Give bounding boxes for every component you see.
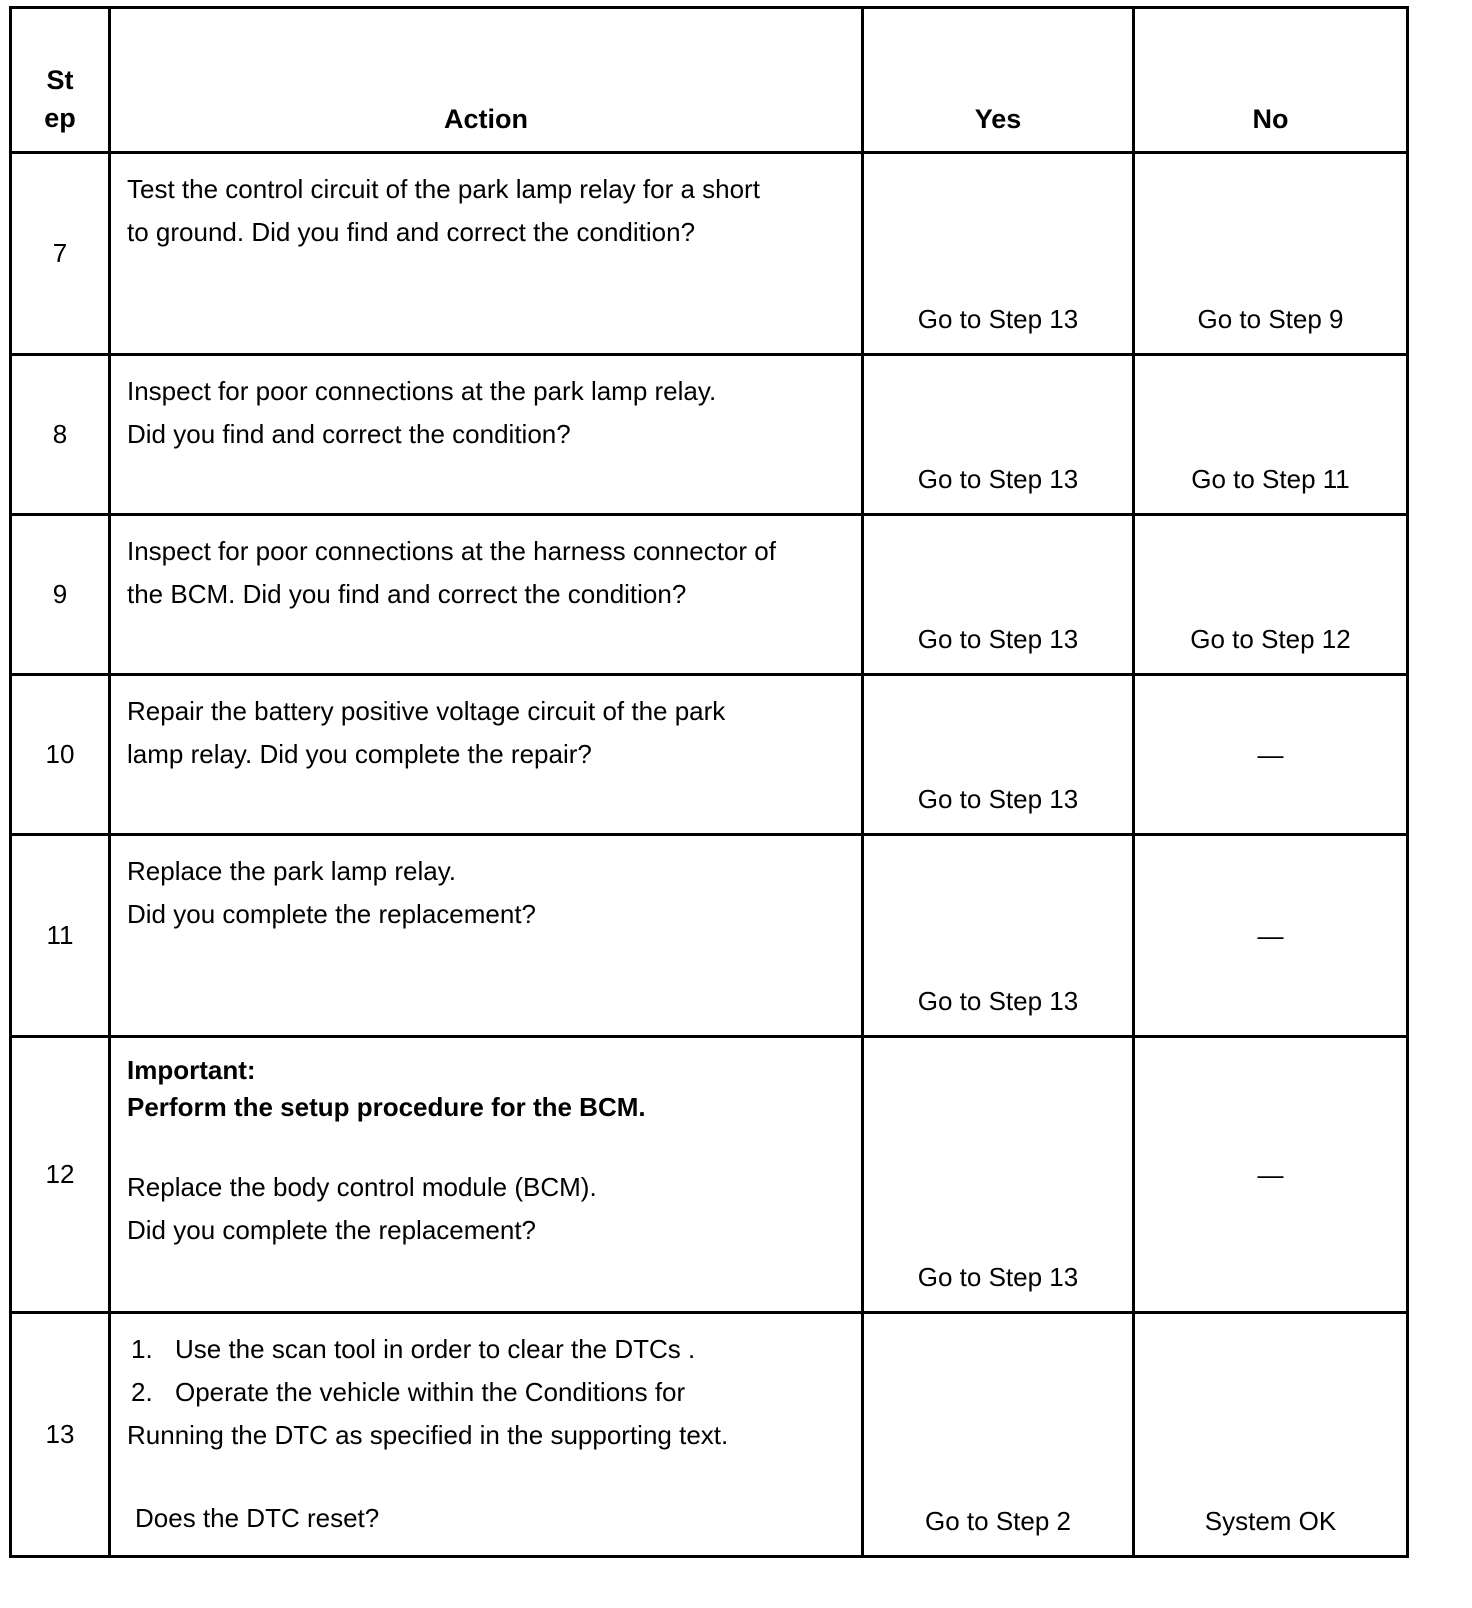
no-result-dash: — <box>1257 1159 1284 1189</box>
header-row <box>11 8 1408 153</box>
no-result: Go to Step 12 <box>1190 624 1351 654</box>
no-cell <box>1134 153 1408 355</box>
header-step-line2: ep <box>44 103 76 133</box>
table-row <box>11 153 1408 355</box>
step-number: 8 <box>11 355 110 515</box>
step-number: 12 <box>11 1037 110 1313</box>
table-row <box>11 355 1408 515</box>
step-number: 13 <box>11 1313 110 1557</box>
yes-cell <box>863 1313 1134 1557</box>
header-step <box>11 8 110 153</box>
action-text <box>110 153 863 355</box>
no-cell <box>1134 1313 1408 1557</box>
action-line: Did you find and correct the condition? <box>127 419 571 449</box>
no-result: System OK <box>1204 1506 1337 1536</box>
action-text <box>110 675 863 835</box>
no-cell <box>1134 355 1408 515</box>
yes-cell <box>863 675 1134 835</box>
list-number: 2. <box>131 1377 153 1407</box>
no-result-dash: — <box>1257 920 1284 950</box>
action-line: Running the DTC as specified in the supporting text. <box>127 1420 729 1450</box>
no-result: Go to Step 11 <box>1191 464 1350 494</box>
action-line: Did you complete the replacement? <box>127 1215 537 1245</box>
no-cell <box>1134 675 1408 835</box>
important-label: Important: <box>127 1055 256 1085</box>
yes-result: Go to Step 2 <box>925 1506 1071 1536</box>
yes-cell <box>863 1037 1134 1313</box>
action-text <box>110 515 863 675</box>
action-line: Inspect for poor connections at the harness connector of <box>127 536 776 566</box>
header-no: No <box>1134 8 1408 153</box>
step-number: 9 <box>11 515 110 675</box>
yes-cell <box>863 153 1134 355</box>
action-text <box>110 355 863 515</box>
list-item <box>127 1328 845 1371</box>
no-cell <box>1134 1037 1408 1313</box>
list-number: 1. <box>131 1334 153 1364</box>
yes-cell <box>863 355 1134 515</box>
table-row <box>11 1037 1408 1313</box>
spacer <box>127 1126 845 1166</box>
step-number: 7 <box>11 153 110 355</box>
table-row <box>11 1313 1408 1557</box>
action-line: lamp relay. Did you complete the repair? <box>127 739 592 769</box>
question-line: Does the DTC reset? <box>135 1503 380 1533</box>
yes-cell <box>863 515 1134 675</box>
action-line: to ground. Did you find and correct the condition? <box>127 217 696 247</box>
no-cell <box>1134 515 1408 675</box>
yes-cell <box>863 835 1134 1037</box>
action-line: the BCM. Did you find and correct the condition? <box>127 579 687 609</box>
action-text <box>110 1313 863 1557</box>
action-line: Repair the battery positive voltage circuit of the park <box>127 696 726 726</box>
table-row <box>11 835 1408 1037</box>
yes-result: Go to Step 13 <box>917 624 1079 654</box>
header-yes: Yes <box>863 8 1134 153</box>
yes-result: Go to Step 13 <box>917 464 1079 494</box>
yes-result: Go to Step 13 <box>917 1262 1079 1292</box>
no-result-dash: — <box>1257 739 1284 769</box>
header-step-line1: St <box>46 65 74 95</box>
yes-result: Go to Step 13 <box>917 986 1079 1016</box>
no-result: Go to Step 9 <box>1197 304 1344 334</box>
action-line: Inspect for poor connections at the park lamp relay. <box>127 376 717 406</box>
list-text: Use the scan tool in order to clear the DTCs . <box>175 1334 696 1364</box>
list-text: Operate the vehicle within the Conditions for <box>175 1377 686 1407</box>
action-line: Replace the park lamp relay. <box>127 856 457 886</box>
table-row <box>11 675 1408 835</box>
important-text: Perform the setup procedure for the BCM. <box>127 1092 646 1122</box>
no-cell <box>1134 835 1408 1037</box>
spacer <box>127 1457 845 1497</box>
list-item <box>127 1371 845 1414</box>
action-text <box>110 835 863 1037</box>
yes-result: Go to Step 13 <box>917 784 1079 814</box>
header-action: Action <box>110 8 863 153</box>
table-row <box>11 515 1408 675</box>
step-number: 10 <box>11 675 110 835</box>
action-line: Replace the body control module (BCM). <box>127 1172 597 1202</box>
yes-result: Go to Step 13 <box>917 304 1079 334</box>
step-number: 11 <box>11 835 110 1037</box>
action-line: Did you complete the replacement? <box>127 899 537 929</box>
action-line: Test the control circuit of the park lamp relay for a short <box>127 174 760 204</box>
diagnostic-table <box>9 6 1409 1558</box>
action-text <box>110 1037 863 1313</box>
